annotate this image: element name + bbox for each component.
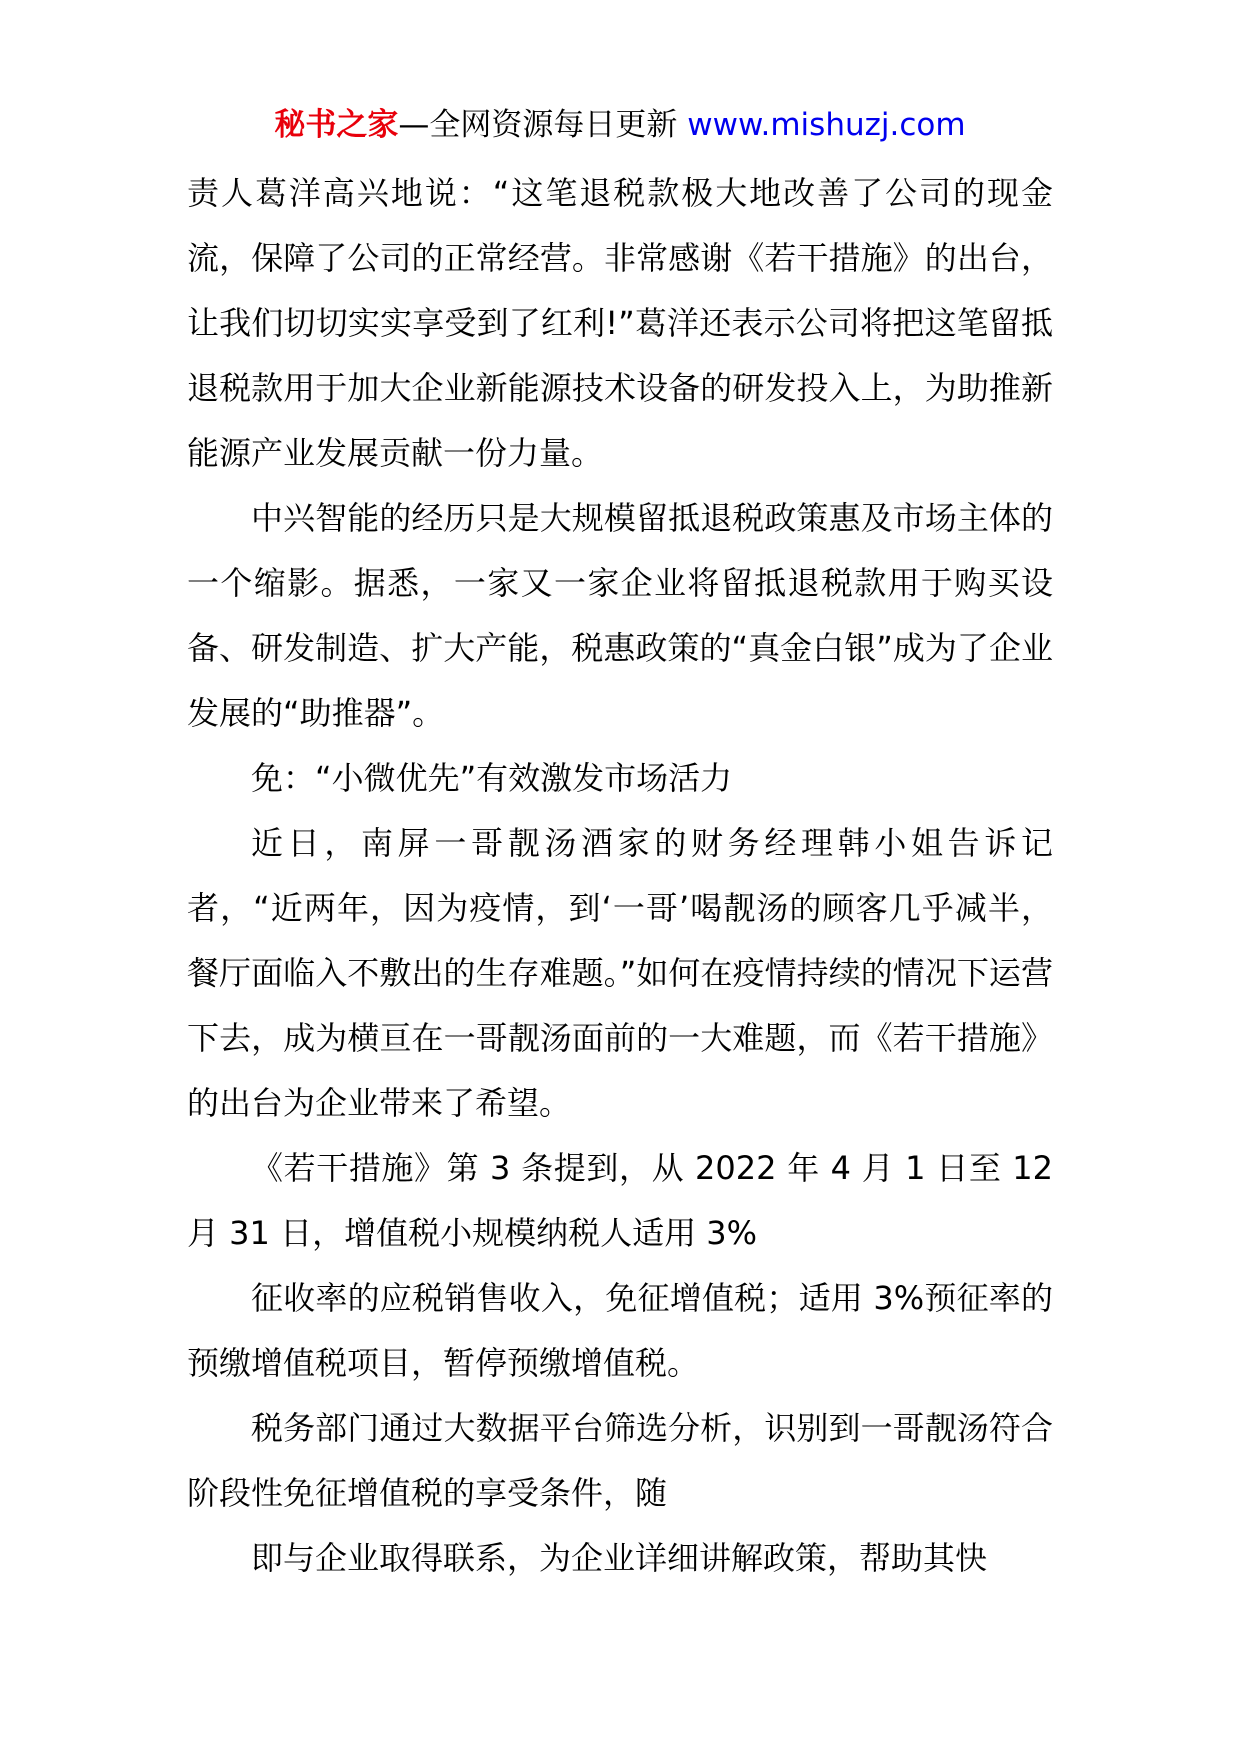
paragraph: 近日，南屏一哥靓汤酒家的财务经理韩小姐告诉记者，“近两年，因为疫情，到‘一哥’喝靓汤的顾客几乎减半，餐厅面临入不敷出的生存难题。”如何在疫情持续的情况下运营下去，成为横亘在一哥靓汤面前的一大难题，而《若干措施》的出台为企业带来了希望。 [187, 824, 1053, 1122]
section-heading: 免：“小微优先”有效激发市场活力 [251, 759, 733, 797]
paragraph: 税务部门通过大数据平台筛选分析，识别到一哥靓汤符合阶段性免征增值税的享受条件，随 [187, 1409, 1053, 1512]
website-link[interactable]: www.mishuzj.com [687, 107, 966, 143]
brand-name: 秘书之家 [274, 107, 399, 143]
paragraph-continuation: 责人葛洋高兴地说：“这笔退税款极大地改善了公司的现金流，保障了公司的正常经营。非常感谢《若干措施》的出台，让我们切切实实享受到了红利!”葛洋还表示公司将把这笔留抵退税款用于加大企业新能源技术设备的研发投入上，为助推新能源产业发展贡献一份力量。 [187, 174, 1053, 472]
paragraph: 中兴智能的经历只是大规模留抵退税政策惠及市场主体的一个缩影。据悉，一家又一家企业将留抵退税款用于购买设备、研发制造、扩大产能，税惠政策的“真金白银”成为了企业发展的“助推器”。 [187, 499, 1053, 732]
paragraph: 即与企业取得联系，为企业详细讲解政策，帮助其快 [251, 1539, 988, 1577]
page-header [0, 103, 1240, 147]
header-tagline: —全网资源每日更新 [398, 107, 678, 143]
document-body [187, 161, 1053, 1591]
paragraph: 征收率的应税销售收入，免征增值税；适用 3%预征率的预缴增值税项目，暂停预缴增值税。 [187, 1279, 1053, 1382]
paragraph: 《若干措施》第 3 条提到，从 2022 年 4 月 1 日至 12 月 31 日，增值税小规模纳税人适用 3% [187, 1149, 1053, 1252]
